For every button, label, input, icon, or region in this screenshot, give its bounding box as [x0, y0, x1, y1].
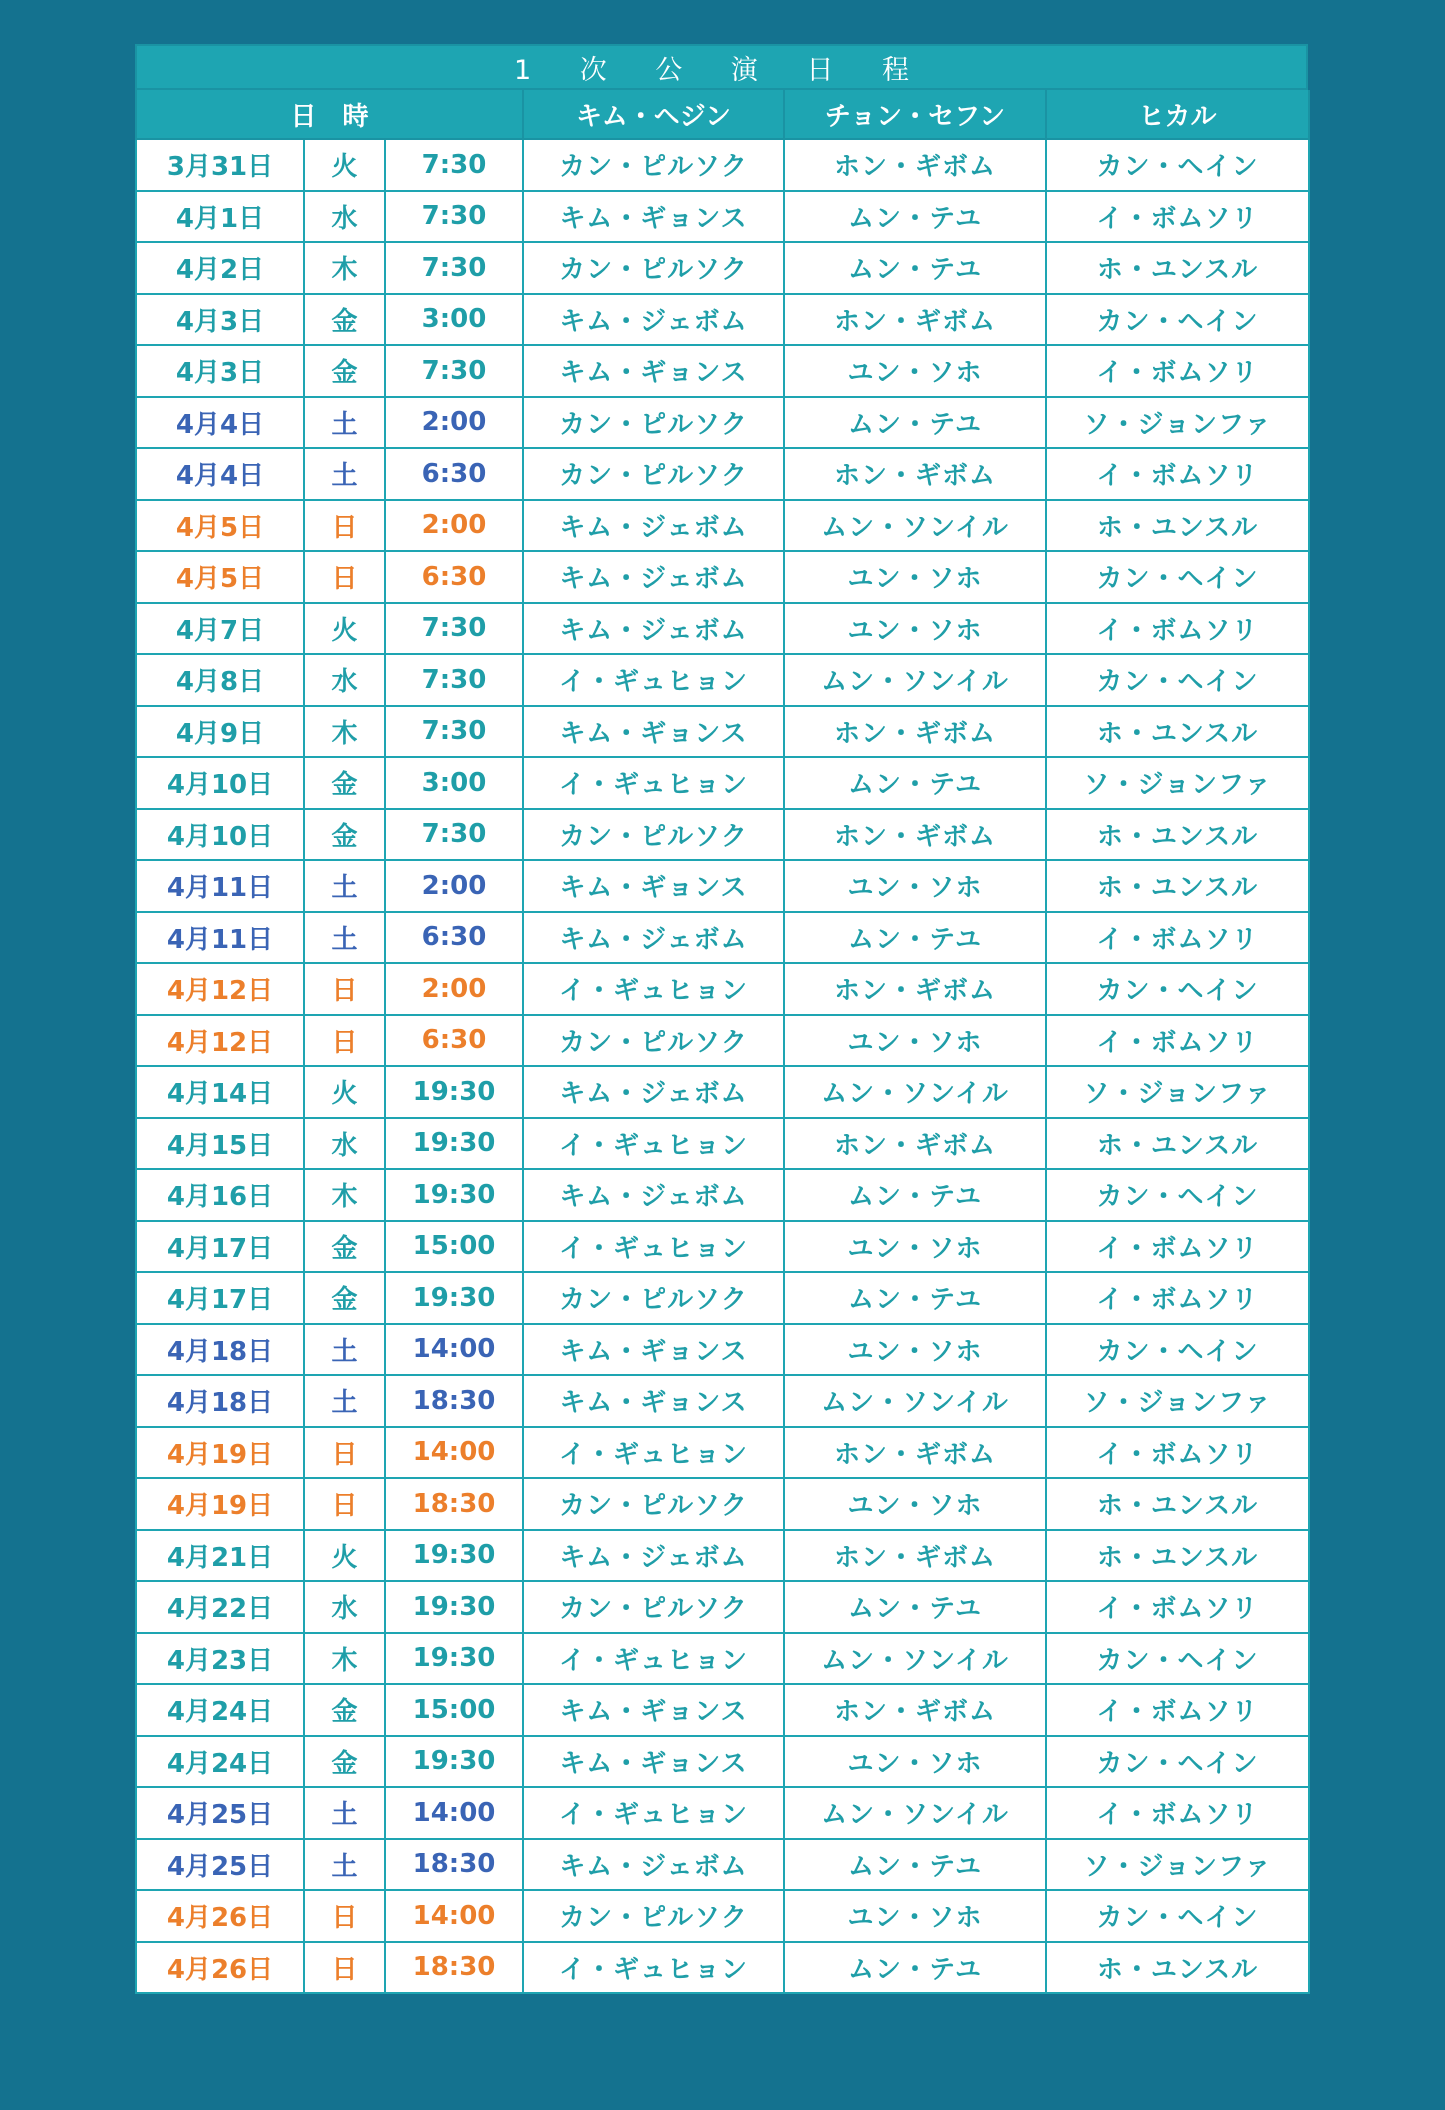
time-cell: 7:30: [385, 809, 523, 861]
cast-actor3-cell: カン・ヘイン: [1046, 139, 1309, 191]
weekday-cell: 金: [304, 1684, 385, 1736]
time-cell: 2:00: [385, 963, 523, 1015]
weekday-cell: 土: [304, 1787, 385, 1839]
cast-actor1-cell: キム・ギョンス: [523, 860, 784, 912]
weekday-cell: 火: [304, 1530, 385, 1582]
cast-actor1-cell: イ・ギュヒョン: [523, 1787, 784, 1839]
cast-actor3-cell: イ・ボムソリ: [1046, 448, 1309, 500]
weekday-cell: 金: [304, 757, 385, 809]
cast-actor2-cell: ユン・ソホ: [784, 1736, 1046, 1788]
cast-actor1-cell: キム・ギョンス: [523, 1684, 784, 1736]
cast-actor1-cell: カン・ピルソク: [523, 139, 784, 191]
date-cell: 4月22日: [136, 1581, 304, 1633]
cast-actor2-cell: ユン・ソホ: [784, 345, 1046, 397]
schedule-rows: [136, 139, 1309, 1993]
table-row: [136, 551, 1309, 603]
time-cell: 14:00: [385, 1427, 523, 1479]
cast-actor1-cell: カン・ピルソク: [523, 1581, 784, 1633]
cast-actor1-cell: イ・ギュヒョン: [523, 654, 784, 706]
date-cell: 4月24日: [136, 1736, 304, 1788]
date-cell: 4月15日: [136, 1118, 304, 1170]
date-cell: 4月3日: [136, 345, 304, 397]
table-row: [136, 242, 1309, 294]
time-cell: 19:30: [385, 1581, 523, 1633]
table-row: [136, 1736, 1309, 1788]
cast-actor1-cell: キム・ギョンス: [523, 191, 784, 243]
cast-actor1-cell: イ・ギュヒョン: [523, 1427, 784, 1479]
cast-actor3-cell: イ・ボムソリ: [1046, 1272, 1309, 1324]
weekday-cell: 金: [304, 1272, 385, 1324]
cast-actor2-cell: ムン・テユ: [784, 1581, 1046, 1633]
date-cell: 4月25日: [136, 1839, 304, 1891]
cast-actor2-cell: ムン・テユ: [784, 397, 1046, 449]
header-actor1: キム・ヘジン: [523, 90, 784, 139]
weekday-cell: 日: [304, 963, 385, 1015]
time-cell: 19:30: [385, 1736, 523, 1788]
cast-actor2-cell: ユン・ソホ: [784, 1890, 1046, 1942]
cast-actor1-cell: キム・ギョンス: [523, 345, 784, 397]
table-row: [136, 397, 1309, 449]
date-cell: 4月4日: [136, 448, 304, 500]
cast-actor3-cell: ホ・ユンスル: [1046, 706, 1309, 758]
cast-actor1-cell: キム・ジェボム: [523, 603, 784, 655]
cast-actor1-cell: イ・ギュヒョン: [523, 1118, 784, 1170]
cast-actor3-cell: ホ・ユンスル: [1046, 1942, 1309, 1994]
time-cell: 7:30: [385, 603, 523, 655]
cast-actor2-cell: ユン・ソホ: [784, 1324, 1046, 1376]
time-cell: 18:30: [385, 1839, 523, 1891]
weekday-cell: 木: [304, 242, 385, 294]
cast-actor2-cell: ムン・テユ: [784, 242, 1046, 294]
cast-actor3-cell: イ・ボムソリ: [1046, 1221, 1309, 1273]
time-cell: 15:00: [385, 1684, 523, 1736]
cast-actor3-cell: カン・ヘイン: [1046, 963, 1309, 1015]
date-cell: 4月19日: [136, 1427, 304, 1479]
cast-actor1-cell: イ・ギュヒョン: [523, 757, 784, 809]
date-cell: 3月31日: [136, 139, 304, 191]
date-cell: 4月26日: [136, 1942, 304, 1994]
time-cell: 18:30: [385, 1478, 523, 1530]
cast-actor2-cell: ホン・ギボム: [784, 139, 1046, 191]
table-row: [136, 500, 1309, 552]
weekday-cell: 水: [304, 1581, 385, 1633]
table-row: [136, 191, 1309, 243]
weekday-cell: 水: [304, 654, 385, 706]
date-cell: 4月4日: [136, 397, 304, 449]
table-row: [136, 1478, 1309, 1530]
cast-actor2-cell: ユン・ソホ: [784, 860, 1046, 912]
cast-actor2-cell: ホン・ギボム: [784, 1118, 1046, 1170]
table-row: [136, 1066, 1309, 1118]
weekday-cell: 土: [304, 1324, 385, 1376]
cast-actor1-cell: キム・ジェボム: [523, 1839, 784, 1891]
table-row: [136, 1942, 1309, 1994]
cast-actor2-cell: ムン・ソンイル: [784, 1787, 1046, 1839]
table-row: [136, 860, 1309, 912]
cast-actor2-cell: ユン・ソホ: [784, 603, 1046, 655]
cast-actor1-cell: キム・ギョンス: [523, 1736, 784, 1788]
cast-actor3-cell: カン・ヘイン: [1046, 1890, 1309, 1942]
cast-actor1-cell: キム・ジェボム: [523, 1169, 784, 1221]
cast-actor3-cell: イ・ボムソリ: [1046, 1581, 1309, 1633]
date-cell: 4月2日: [136, 242, 304, 294]
time-cell: 7:30: [385, 242, 523, 294]
date-cell: 4月16日: [136, 1169, 304, 1221]
time-cell: 2:00: [385, 860, 523, 912]
header-actor2: チョン・セフン: [784, 90, 1046, 139]
cast-actor2-cell: ムン・ソンイル: [784, 1066, 1046, 1118]
table-row: [136, 1890, 1309, 1942]
time-cell: 14:00: [385, 1324, 523, 1376]
weekday-cell: 土: [304, 448, 385, 500]
weekday-cell: 土: [304, 912, 385, 964]
cast-actor2-cell: ホン・ギボム: [784, 963, 1046, 1015]
weekday-cell: 木: [304, 1633, 385, 1685]
time-cell: 19:30: [385, 1633, 523, 1685]
table-row: [136, 1118, 1309, 1170]
cast-actor2-cell: ホン・ギボム: [784, 294, 1046, 346]
cast-actor1-cell: キム・ジェボム: [523, 294, 784, 346]
date-cell: 4月12日: [136, 963, 304, 1015]
cast-actor3-cell: ホ・ユンスル: [1046, 809, 1309, 861]
cast-actor3-cell: ホ・ユンスル: [1046, 1530, 1309, 1582]
time-cell: 3:00: [385, 294, 523, 346]
cast-actor2-cell: ムン・テユ: [784, 912, 1046, 964]
date-cell: 4月17日: [136, 1272, 304, 1324]
time-cell: 6:30: [385, 448, 523, 500]
cast-actor3-cell: イ・ボムソリ: [1046, 1015, 1309, 1067]
cast-actor3-cell: カン・ヘイン: [1046, 294, 1309, 346]
cast-actor1-cell: カン・ピルソク: [523, 809, 784, 861]
weekday-cell: 日: [304, 1942, 385, 1994]
cast-actor1-cell: キム・ギョンス: [523, 706, 784, 758]
cast-actor1-cell: カン・ピルソク: [523, 397, 784, 449]
weekday-cell: 土: [304, 1839, 385, 1891]
cast-actor3-cell: カン・ヘイン: [1046, 1324, 1309, 1376]
date-cell: 4月25日: [136, 1787, 304, 1839]
time-cell: 19:30: [385, 1272, 523, 1324]
cast-actor2-cell: ムン・テユ: [784, 1839, 1046, 1891]
date-cell: 4月18日: [136, 1324, 304, 1376]
cast-actor2-cell: ユン・ソホ: [784, 1015, 1046, 1067]
cast-actor3-cell: ソ・ジョンファ: [1046, 1375, 1309, 1427]
cast-actor3-cell: カン・ヘイン: [1046, 1736, 1309, 1788]
time-cell: 14:00: [385, 1890, 523, 1942]
cast-actor3-cell: イ・ボムソリ: [1046, 1787, 1309, 1839]
table-row: [136, 654, 1309, 706]
weekday-cell: 金: [304, 1736, 385, 1788]
cast-actor2-cell: ホン・ギボム: [784, 706, 1046, 758]
time-cell: 7:30: [385, 191, 523, 243]
weekday-cell: 土: [304, 1375, 385, 1427]
date-cell: 4月26日: [136, 1890, 304, 1942]
time-cell: 15:00: [385, 1221, 523, 1273]
cast-actor3-cell: カン・ヘイン: [1046, 1169, 1309, 1221]
weekday-cell: 水: [304, 1118, 385, 1170]
cast-actor1-cell: イ・ギュヒョン: [523, 1221, 784, 1273]
cast-actor2-cell: ムン・ソンイル: [784, 1633, 1046, 1685]
cast-actor2-cell: ムン・ソンイル: [784, 654, 1046, 706]
cast-actor3-cell: ソ・ジョンファ: [1046, 397, 1309, 449]
weekday-cell: 金: [304, 1221, 385, 1273]
weekday-cell: 日: [304, 1427, 385, 1479]
time-cell: 3:00: [385, 757, 523, 809]
cast-actor3-cell: ホ・ユンスル: [1046, 1478, 1309, 1530]
weekday-cell: 水: [304, 191, 385, 243]
date-cell: 4月12日: [136, 1015, 304, 1067]
cast-actor1-cell: キム・ジェボム: [523, 500, 784, 552]
date-cell: 4月10日: [136, 757, 304, 809]
time-cell: 6:30: [385, 912, 523, 964]
table-row: [136, 963, 1309, 1015]
cast-actor1-cell: キム・ジェボム: [523, 551, 784, 603]
table-row: [136, 1581, 1309, 1633]
weekday-cell: 金: [304, 294, 385, 346]
cast-actor3-cell: イ・ボムソリ: [1046, 912, 1309, 964]
table-row: [136, 1427, 1309, 1479]
table-row: [136, 757, 1309, 809]
time-cell: 2:00: [385, 500, 523, 552]
weekday-cell: 火: [304, 1066, 385, 1118]
cast-actor2-cell: ムン・ソンイル: [784, 1375, 1046, 1427]
cast-actor3-cell: カン・ヘイン: [1046, 654, 1309, 706]
weekday-cell: 木: [304, 706, 385, 758]
cast-actor3-cell: ホ・ユンスル: [1046, 242, 1309, 294]
cast-actor3-cell: イ・ボムソリ: [1046, 603, 1309, 655]
weekday-cell: 木: [304, 1169, 385, 1221]
header-datetime: 日 時: [136, 90, 523, 139]
header-row: [136, 90, 1309, 139]
cast-actor3-cell: ソ・ジョンファ: [1046, 1839, 1309, 1891]
date-cell: 4月14日: [136, 1066, 304, 1118]
table-row: [136, 912, 1309, 964]
table-row: [136, 1221, 1309, 1273]
table-row: [136, 1324, 1309, 1376]
date-cell: 4月10日: [136, 809, 304, 861]
date-cell: 4月18日: [136, 1375, 304, 1427]
weekday-cell: 日: [304, 1890, 385, 1942]
table-row: [136, 1684, 1309, 1736]
cast-actor1-cell: カン・ピルソク: [523, 1272, 784, 1324]
cast-actor3-cell: イ・ボムソリ: [1046, 345, 1309, 397]
weekday-cell: 火: [304, 603, 385, 655]
date-cell: 4月8日: [136, 654, 304, 706]
weekday-cell: 金: [304, 809, 385, 861]
time-cell: 7:30: [385, 345, 523, 397]
cast-actor1-cell: キム・ジェボム: [523, 1530, 784, 1582]
time-cell: 19:30: [385, 1066, 523, 1118]
cast-actor1-cell: イ・ギュヒョン: [523, 1633, 784, 1685]
table-row: [136, 448, 1309, 500]
weekday-cell: 日: [304, 551, 385, 603]
weekday-cell: 日: [304, 1015, 385, 1067]
cast-actor2-cell: ムン・テユ: [784, 1169, 1046, 1221]
time-cell: 14:00: [385, 1787, 523, 1839]
table-row: [136, 1015, 1309, 1067]
table-row: [136, 1839, 1309, 1891]
weekday-cell: 火: [304, 139, 385, 191]
table-row: [136, 1787, 1309, 1839]
date-cell: 4月7日: [136, 603, 304, 655]
table-row: [136, 345, 1309, 397]
table-row: [136, 1375, 1309, 1427]
cast-actor2-cell: ホン・ギボム: [784, 448, 1046, 500]
time-cell: 19:30: [385, 1530, 523, 1582]
cast-actor2-cell: ホン・ギボム: [784, 809, 1046, 861]
cast-actor1-cell: イ・ギュヒョン: [523, 963, 784, 1015]
time-cell: 19:30: [385, 1118, 523, 1170]
cast-actor1-cell: イ・ギュヒョン: [523, 1942, 784, 1994]
cast-actor3-cell: ソ・ジョンファ: [1046, 1066, 1309, 1118]
weekday-cell: 日: [304, 500, 385, 552]
cast-actor2-cell: ムン・ソンイル: [784, 500, 1046, 552]
date-cell: 4月11日: [136, 912, 304, 964]
cast-actor3-cell: イ・ボムソリ: [1046, 1427, 1309, 1479]
time-cell: 6:30: [385, 551, 523, 603]
date-cell: 4月24日: [136, 1684, 304, 1736]
table-row: [136, 1530, 1309, 1582]
cast-actor2-cell: ムン・テユ: [784, 1942, 1046, 1994]
time-cell: 18:30: [385, 1375, 523, 1427]
time-cell: 2:00: [385, 397, 523, 449]
cast-actor1-cell: カン・ピルソク: [523, 1015, 784, 1067]
time-cell: 7:30: [385, 654, 523, 706]
date-cell: 4月17日: [136, 1221, 304, 1273]
date-cell: 4月9日: [136, 706, 304, 758]
cast-actor3-cell: カン・ヘイン: [1046, 551, 1309, 603]
time-cell: 18:30: [385, 1942, 523, 1994]
cast-actor2-cell: ホン・ギボム: [784, 1530, 1046, 1582]
schedule-table: [135, 90, 1310, 1994]
table-row: [136, 1633, 1309, 1685]
cast-actor2-cell: ホン・ギボム: [784, 1684, 1046, 1736]
cast-actor3-cell: イ・ボムソリ: [1046, 1684, 1309, 1736]
time-cell: 6:30: [385, 1015, 523, 1067]
weekday-cell: 土: [304, 860, 385, 912]
cast-actor1-cell: カン・ピルソク: [523, 242, 784, 294]
cast-actor2-cell: ホン・ギボム: [784, 1427, 1046, 1479]
date-cell: 4月5日: [136, 500, 304, 552]
time-cell: 19:30: [385, 1169, 523, 1221]
cast-actor1-cell: キム・ジェボム: [523, 1066, 784, 1118]
weekday-cell: 金: [304, 345, 385, 397]
table-row: [136, 1272, 1309, 1324]
date-cell: 4月19日: [136, 1478, 304, 1530]
cast-actor1-cell: カン・ピルソク: [523, 1478, 784, 1530]
header-actor3: ヒカル: [1046, 90, 1309, 139]
cast-actor3-cell: イ・ボムソリ: [1046, 191, 1309, 243]
cast-actor2-cell: ムン・テユ: [784, 757, 1046, 809]
cast-actor3-cell: ホ・ユンスル: [1046, 860, 1309, 912]
table-row: [136, 706, 1309, 758]
date-cell: 4月3日: [136, 294, 304, 346]
cast-actor2-cell: ユン・ソホ: [784, 1478, 1046, 1530]
schedule-sheet: [135, 44, 1308, 1994]
cast-actor1-cell: カン・ピルソク: [523, 448, 784, 500]
date-cell: 4月11日: [136, 860, 304, 912]
table-row: [136, 294, 1309, 346]
weekday-cell: 土: [304, 397, 385, 449]
cast-actor3-cell: ソ・ジョンファ: [1046, 757, 1309, 809]
table-row: [136, 1169, 1309, 1221]
date-cell: 4月1日: [136, 191, 304, 243]
weekday-cell: 日: [304, 1478, 385, 1530]
table-row: [136, 139, 1309, 191]
time-cell: 7:30: [385, 139, 523, 191]
cast-actor1-cell: カン・ピルソク: [523, 1890, 784, 1942]
cast-actor2-cell: ムン・テユ: [784, 1272, 1046, 1324]
time-cell: 7:30: [385, 706, 523, 758]
table-row: [136, 603, 1309, 655]
date-cell: 4月5日: [136, 551, 304, 603]
cast-actor3-cell: ホ・ユンスル: [1046, 1118, 1309, 1170]
date-cell: 4月21日: [136, 1530, 304, 1582]
cast-actor1-cell: キム・ギョンス: [523, 1375, 784, 1427]
cast-actor3-cell: カン・ヘイン: [1046, 1633, 1309, 1685]
cast-actor1-cell: キム・ギョンス: [523, 1324, 784, 1376]
cast-actor1-cell: キム・ジェボム: [523, 912, 784, 964]
schedule-title: 1 次 公 演 日 程: [135, 44, 1308, 90]
cast-actor2-cell: ユン・ソホ: [784, 551, 1046, 603]
cast-actor2-cell: ムン・テユ: [784, 191, 1046, 243]
date-cell: 4月23日: [136, 1633, 304, 1685]
cast-actor2-cell: ユン・ソホ: [784, 1221, 1046, 1273]
cast-actor3-cell: ホ・ユンスル: [1046, 500, 1309, 552]
table-row: [136, 809, 1309, 861]
